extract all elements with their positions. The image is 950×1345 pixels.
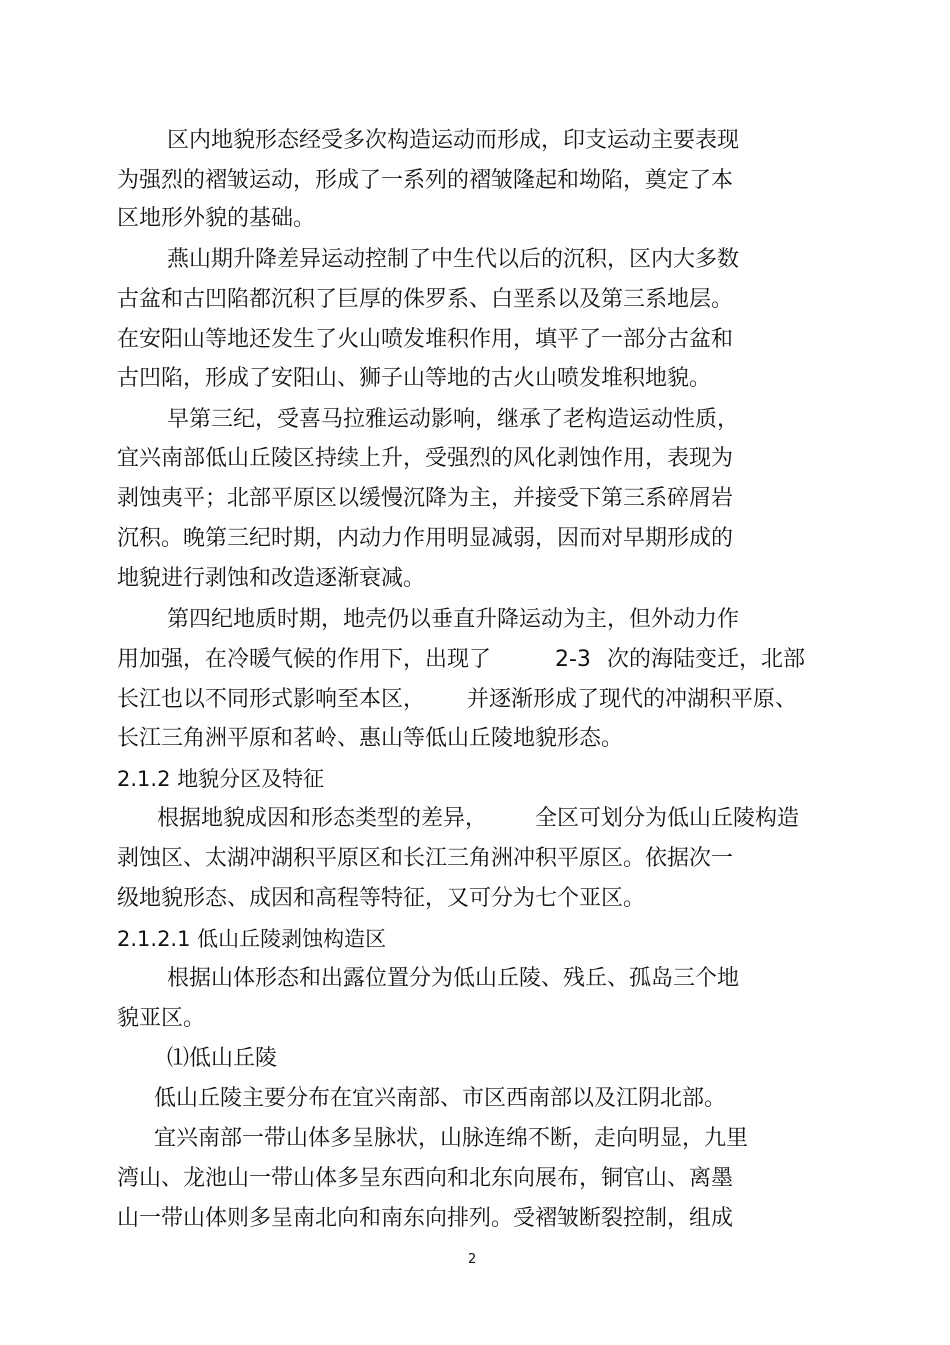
body-text-line: 剥蚀区、太湖冲湖积平原区和长江三角洲冲积平原区。依据次一 (117, 846, 734, 871)
body-text-line: 古凹陷，形成了安阳山、狮子山等地的古火山喷发堆积地貌。 (117, 366, 712, 391)
body-text-line: 山一带山体则多呈南北向和南东向排列。受褶皱断裂控制，组成 (117, 1206, 734, 1231)
body-text-line: 湾山、龙池山一带山体多呈东西向和北东向展布，铜官山、离墨 (117, 1166, 734, 1191)
body-text-line: 宜兴南部一带山体多呈脉状，山脉连绵不断，走向明显，九里 (154, 1126, 749, 1151)
body-text-line: 级地貌形态、成因和高程等特征，又可分为七个亚区。 (117, 886, 646, 911)
body-text-line: 并逐渐形成了现代的冲湖积平原、 (467, 687, 798, 712)
body-text-line: 沉积。晚第三纪时期，内动力作用明显减弱，因而对早期形成的 (117, 526, 734, 551)
subsection-heading: 2.1.2.1 低山丘陵剥蚀构造区 (117, 927, 387, 951)
body-text-line: 根据山体形态和出露位置分为低山丘陵、残丘、孤岛三个地 (167, 966, 740, 991)
body-text-line: 低山丘陵主要分布在宜兴南部、市区西南部以及江阴北部。 (154, 1086, 727, 1111)
body-text-line: 长江也以不同形式影响至本区， (117, 687, 426, 712)
body-text-line: 貌亚区。 (117, 1006, 206, 1031)
body-text-line: 区内地貌形态经受多次构造运动而形成，印支运动主要表现 (167, 128, 740, 153)
body-text-line: 长江三角洲平原和茗岭、惠山等低山丘陵地貌形态。 (117, 726, 624, 751)
body-text-line: 第四纪地质时期，地壳仍以垂直升降运动为主，但外动力作 (167, 607, 740, 632)
body-text-line: 根据地貌成因和形态类型的差异， (157, 806, 488, 831)
section-heading: 2.1.2 地貌分区及特征 (117, 767, 325, 791)
body-text-line: 次的海陆变迁，北部 (607, 647, 806, 672)
body-text-line: 全区可划分为低山丘陵构造 (535, 806, 800, 831)
body-text-line: 2-3 (555, 647, 591, 672)
body-text-line: 燕山期升降差异运动控制了中生代以后的沉积，区内大多数 (167, 247, 740, 272)
list-item-heading: ⑴低山丘陵 (167, 1046, 278, 1071)
body-text-line: 在安阳山等地还发生了火山喷发堆积作用，填平了一部分古盆和 (117, 327, 734, 352)
body-text-line: 地貌进行剥蚀和改造逐渐衰减。 (117, 566, 426, 591)
body-text-line: 古盆和古凹陷都沉积了巨厚的侏罗系、白垩系以及第三系地层。 (117, 287, 734, 312)
body-text-line: 区地形外貌的基础。 (117, 206, 316, 231)
page-number: 2 (468, 1252, 477, 1267)
body-text-line: 宜兴南部低山丘陵区持续上升，受强烈的风化剥蚀作用，表现为 (117, 446, 734, 471)
body-text-line: 用加强，在冷暖气候的作用下，出现了 (117, 647, 492, 672)
body-text-line: 早第三纪，受喜马拉雅运动影响，继承了老构造运动性质， (167, 407, 740, 432)
body-text-line: 剥蚀夷平；北部平原区以缓慢沉降为主，并接受下第三系碎屑岩 (117, 486, 734, 511)
body-text-line: 为强烈的褶皱运动，形成了一系列的褶皱隆起和坳陷，奠定了本 (117, 168, 734, 193)
